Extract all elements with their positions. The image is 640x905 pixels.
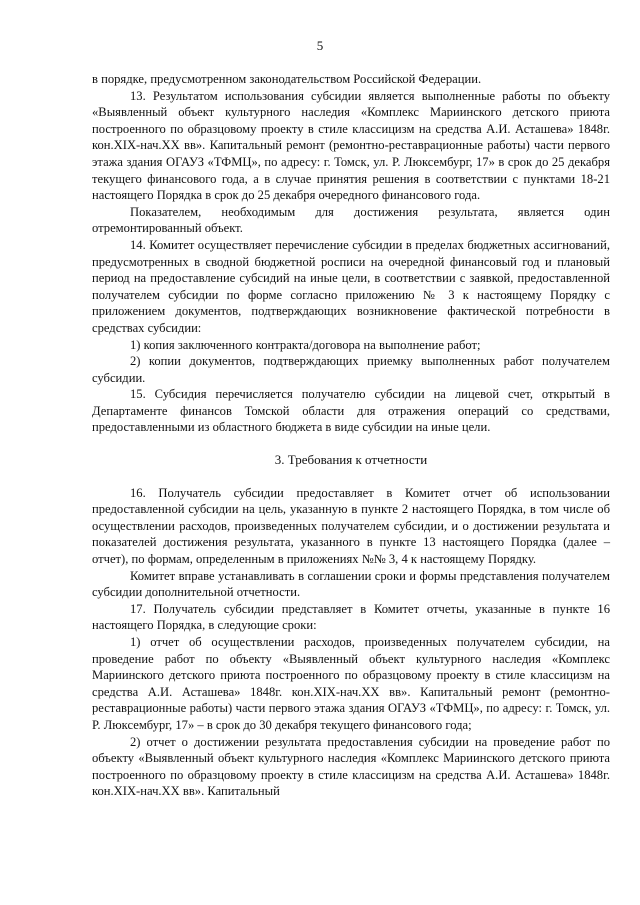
- paragraph-indicator: Показателем, необходимым для достижения результата, является один отремонтированный объект.: [92, 204, 610, 236]
- paragraph-14: 14. Комитет осуществляет перечисление субсидии в пределах бюджетных ассигнований, предусмотренных в сводной бюджетной росписи на очередной финансовый год и плановый период на предоставление субсидий на иные цели, в соответствии с заявкой, предоставленной получателем субсидии по форме согласно приложению № 3 к настоящему Порядку с приложением документов, подтверждающих возникновение фактической потребности в средствах субсидии:: [92, 237, 610, 335]
- paragraph-15: 15. Субсидия перечисляется получателю субсидии на лицевой счет, открытый в Департаменте финансов Томской области для отражения операций со средствами, предоставленными из областного бюджета в виде субсидии на иные цели.: [92, 387, 610, 435]
- list-item-contract-copy: 1) копия заключенного контракта/договора на выполнение работ;: [130, 337, 481, 352]
- paragraph-17: 17. Получатель субсидии представляет в Комитет отчеты, указанные в пункте 16 настоящего Порядка, в следующие сроки:: [92, 601, 610, 633]
- paragraph-16: 16. Получатель субсидии предоставляет в Комитет отчет об использовании предоставленной субсидии на цель, указанную в пункте 2 настоящего Порядка, в том числе об осуществлении расходов, произведенных получателем субсидии, и о достижении результата и показателей достижения результата, указанного в пункте 13 настоящего Порядка (далее – отчет), по формам, определенным в приложениях №№ 3, 4 к настоящему Порядку.: [92, 485, 610, 567]
- paragraph-additional-reporting: Комитет вправе устанавливать в соглашении сроки и формы представления получателем субсидии дополнительной отчетности.: [92, 568, 610, 600]
- section-heading: 3. Требования к отчетности: [274, 452, 428, 468]
- paragraph-13: 13. Результатом использования субсидии является выполненные работы по объекту «Выявленный объект культурного наследия «Комплекс Мариинского детского приюта построенного по образцовому проекту в стиле классицизм на средства А.И. Асташева» 1848г. кон.XIX-нач.XX вв». Капитальный ремонт (ремонтно-реставрационные работы) части первого этажа здания ОГАУЗ «ТФМЦ», по адресу: г. Томск, ул. Р. Люксембург, 17» в срок до 25 декабря текущего финансового года, а в случае принятия решения в соответствии с пунктами 18-21 настоящего Порядка в срок до 25 декабря очередного финансового года.: [92, 88, 610, 203]
- document-body: [92, 71, 610, 800]
- list-item-acceptance-docs: 2) копии документов, подтверждающих приемку выполненных работ получателем субсидии.: [92, 354, 610, 385]
- page-number: 5: [316, 38, 324, 53]
- list-item-result-report: 2) отчет о достижении результата предоставления субсидии на проведение работ по объекту «Выявленный объект культурного наследия «Комплекс Мариинского детского приюта построенного по образцовому проекту в стиле классицизм на средства А.И. Асташева» 1848г. кон.XIX-нач.XX вв». Капитальный: [92, 734, 610, 799]
- paragraph-continuation: в порядке, предусмотренном законодательством Российской Федерации.: [92, 72, 482, 86]
- list-item-expense-report: 1) отчет об осуществлении расходов, произведенных получателем субсидии, на проведение работ по объекту «Выявленный объект культурного наследия «Комплекс Мариинского детского приюта построенного по образцовому проекту в стиле классицизм на средства А.И. Асташева» 1848г. кон.XIX-нач.XX вв». Капитальный ремонт (ремонтно-реставрационные работы) части первого этажа здания ОГАУЗ «ТФМЦ», по адресу: г. Томск, ул. Р. Люксембург, 17» – в срок до 30 декабря текущего финансового года;: [92, 635, 610, 732]
